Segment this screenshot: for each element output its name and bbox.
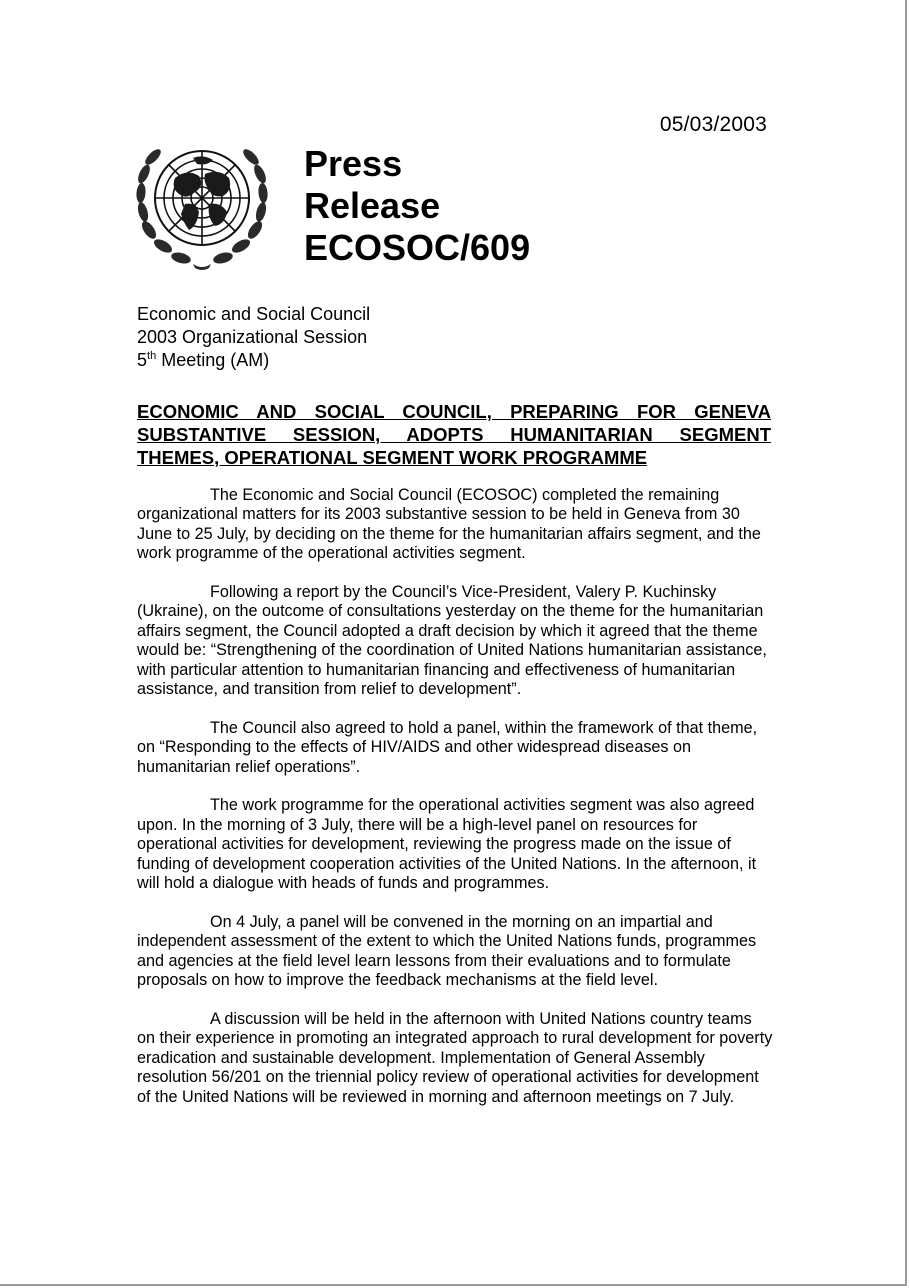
headline-text: ECONOMIC AND SOCIAL COUNCIL, PREPARING FOR GENEVA SUBSTANTIVE SESSION, ADOPTS HUMANITARIAN SEGMENT THEMES, OPERATIONAL SEGMENT WORK PROGRAMME: [137, 401, 771, 468]
paragraph: The Economic and Social Council (ECOSOC) completed the remaining organizational matters for its 2003 substantive session to be held in Geneva from 30 June to 25 July, by deciding on the theme for the humanitarian affairs segment, and the work programme of the operational activities segment.: [137, 486, 761, 563]
headline: [137, 400, 771, 469]
paragraph: On 4 July, a panel will be convened in the morning on an impartial and independent assessment of the extent to which the United Nations funds, programmes and agencies at the field level learn lessons from their evaluations and to formulate proposals on how to improve the feedback mechanisms at the field level.: [137, 912, 757, 990]
paragraph: The work programme for the operational activities segment was also agreed upon. In the morning of 3 July, there will be a high-level panel on resources for operational activities for development, reviewing the progress made on the issue of funding of development cooperation activities of the United Nations. In the afternoon, it will hold a dialogue with heads of funds and programmes.: [137, 796, 757, 893]
un-emblem-logo: [135, 138, 269, 272]
meeting-time: Meeting (AM): [156, 350, 270, 370]
article-body: [137, 486, 773, 1126]
release-date: 05/03/2003: [659, 113, 767, 136]
council-name: Economic and Social Council: [137, 304, 371, 324]
title-line-number: ECOSOC/609: [304, 227, 531, 268]
title-line-release: Release: [304, 185, 441, 226]
meeting-info: [137, 349, 370, 372]
session-info: [137, 303, 370, 372]
meeting-number: 5: [137, 350, 148, 370]
title-line-press: Press: [304, 143, 403, 184]
paragraph: Following a report by the Council’s Vice-President, Valery P. Kuchinsky (Ukraine), on the outcome of consultations yesterday on the theme for the humanitarian affairs segment, the Council adopted a draft decision by which it agreed that the theme would be: “Strengthening of the coordination of United Nations humanitarian assistance, with particular attention to humanitarian financing and effectiveness of humanitarian assistance, and transition from relief to development”.: [137, 583, 767, 699]
press-release-title: [304, 143, 530, 269]
paragraph: The Council also agreed to hold a panel, within the framework of that theme, on “Responding to the effects of HIV/AIDS and other widespread diseases on humanitarian relief operations”.: [137, 718, 758, 776]
session-name: 2003 Organizational Session: [137, 327, 368, 347]
paragraph: A discussion will be held in the afternoon with United Nations country teams on their experience in promoting an integrated approach to rural development for poverty eradication and sustainable development. Implementation of General Assembly resolution 56/201 on the triennial policy review of operational activities for development of the United Nations will be reviewed in morning and afternoon meetings on 7 July.: [137, 1009, 773, 1106]
meeting-ordinal: th: [147, 350, 157, 362]
